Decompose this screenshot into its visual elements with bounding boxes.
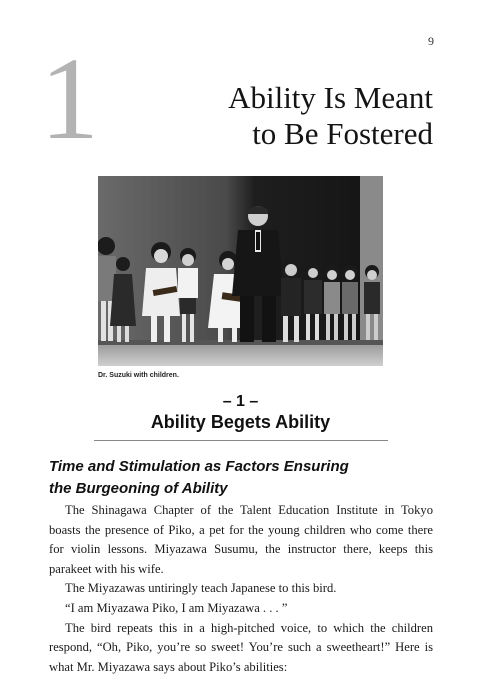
chapter-title-line-1: Ability Is Meant xyxy=(228,80,433,115)
page-number: 9 xyxy=(428,34,434,48)
photo-suzuki-with-children xyxy=(98,176,383,366)
chapter-title xyxy=(133,80,433,152)
paragraph: The bird repeats this in a high-pitched voice, to which the children respond, “Oh, Piko, you’re so sweet! You’re such a sweetheart!” Here is what Mr. Miyazawa says about Piko’s abilities: xyxy=(49,620,433,674)
subheading-line-1: Time and Stimulation as Factors Ensuring xyxy=(49,458,349,475)
chapter-title-line-2: to Be Fostered xyxy=(252,116,433,151)
subheading xyxy=(49,456,449,500)
subheading-line-2: the Burgeoning of Ability xyxy=(49,480,228,497)
photo-illustration xyxy=(98,176,383,366)
paragraph: The Shinagawa Chapter of the Talent Education Institute in Tokyo boasts the presence of Piko, a pet for the young children who come there for violin lessons. Miyazawa Susumu, the instructor there, keeps this parakeet with his wife. xyxy=(49,503,433,576)
body-text xyxy=(49,501,433,677)
chapter-number: 1 xyxy=(40,33,99,164)
section-number: – 1 – xyxy=(222,393,259,410)
section-divider xyxy=(94,440,388,441)
paragraph: The Miyazawas untiringly teach Japanese to this bird. xyxy=(65,581,337,596)
photo-caption: Dr. Suzuki with children. xyxy=(98,372,179,379)
paragraph: “I am Miyazawa Piko, I am Miyazawa . . . ” xyxy=(65,600,288,615)
section-title: Ability Begets Ability xyxy=(150,412,331,432)
